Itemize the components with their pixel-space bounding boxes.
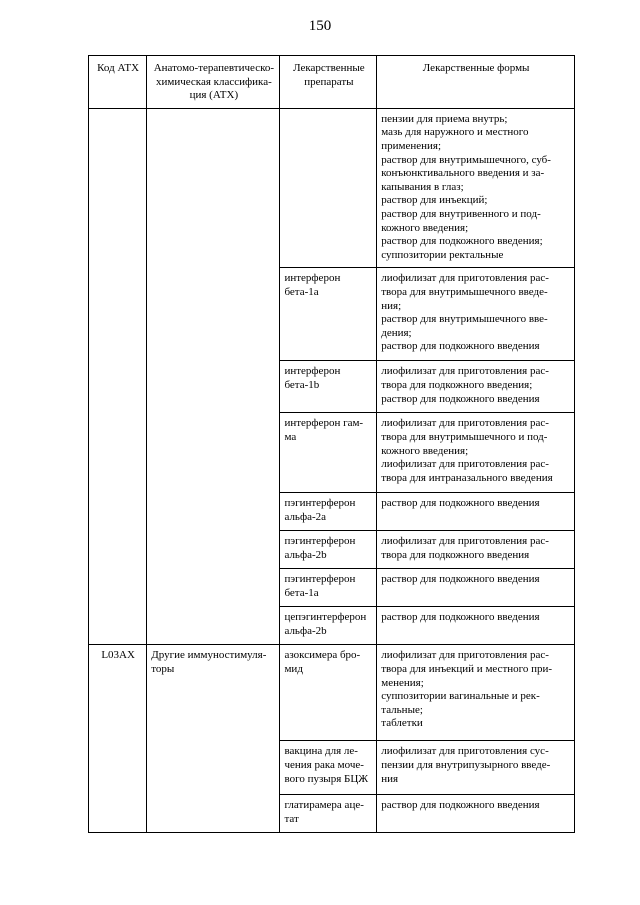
dosage-form-line: мазь для наружного и местного bbox=[381, 126, 529, 139]
dosage-form-line: дения; bbox=[381, 326, 412, 339]
dosage-form-line: тальные; bbox=[381, 703, 423, 716]
cell-drug bbox=[280, 108, 377, 268]
dosage-form-line: кожного введения; bbox=[381, 444, 469, 457]
dosage-form-line: раствор для внутривенного и под- bbox=[381, 207, 541, 220]
dosage-form-line: лиофилизат для приготовления рас- bbox=[381, 365, 549, 378]
cell-drug: азоксимера бро- мид bbox=[280, 645, 377, 741]
dosage-form-line: твора для интраназального введения bbox=[381, 471, 553, 484]
dosage-form-line: таблетки bbox=[381, 717, 423, 730]
dosage-form-line: твора для подкожного введения bbox=[381, 548, 530, 561]
dosage-form-line: раствор для подкожного введения bbox=[381, 497, 540, 510]
dosage-form-line: лиофилизат для приготовления рас- bbox=[381, 458, 549, 471]
cell-atx-code bbox=[89, 108, 147, 645]
cell-atx-code: L03AX bbox=[89, 645, 147, 833]
dosage-form-line: лиофилизат для приготовления рас- bbox=[381, 417, 549, 430]
dosage-form-line: кожного введения; bbox=[381, 221, 469, 234]
cell-atx-classification: Другие иммуностимуля- торы bbox=[147, 645, 280, 833]
header-dosage-forms: Лекарственные формы bbox=[377, 56, 575, 109]
dosage-form-line: раствор для подкожного введения bbox=[381, 392, 540, 405]
table-body bbox=[89, 108, 575, 833]
dosage-form-line: пензии для внутрипузырного введе- bbox=[381, 758, 551, 771]
dosage-form-line: раствор для подкожного введения bbox=[381, 340, 540, 353]
cell-dosage-forms bbox=[377, 493, 575, 531]
cell-dosage-forms bbox=[377, 795, 575, 833]
cell-drug: интерферон гам- ма bbox=[280, 413, 377, 493]
cell-dosage-forms bbox=[377, 569, 575, 607]
dosage-form-line: раствор для подкожного введения bbox=[381, 611, 540, 624]
cell-dosage-forms bbox=[377, 645, 575, 741]
header-atx-classification: Анатомо-терапевтическо- химическая классифика- ция (АТХ) bbox=[147, 56, 280, 109]
cell-drug: пэгинтерферон альфа-2b bbox=[280, 531, 377, 569]
dosage-form-line: суппозитории ректальные bbox=[381, 248, 504, 261]
cell-atx-classification bbox=[147, 108, 280, 645]
dosage-form-line: капывания в глаз; bbox=[381, 180, 464, 193]
cell-drug: пэгинтерферон альфа-2a bbox=[280, 493, 377, 531]
table-header-row bbox=[89, 56, 575, 109]
dosage-form-line: раствор для инъекций; bbox=[381, 194, 488, 207]
dosage-form-line: ния bbox=[381, 772, 399, 785]
dosage-form-line: твора для внутримышечного введе- bbox=[381, 285, 548, 298]
dosage-form-line: твора для подкожного введения; bbox=[381, 378, 533, 391]
cell-dosage-forms bbox=[377, 361, 575, 413]
dosage-form-line: раствор для подкожного введения; bbox=[381, 235, 543, 248]
cell-dosage-forms bbox=[377, 531, 575, 569]
cell-dosage-forms bbox=[377, 413, 575, 493]
cell-dosage-forms bbox=[377, 607, 575, 645]
dosage-form-line: менения; bbox=[381, 676, 424, 689]
cell-dosage-forms bbox=[377, 108, 575, 268]
cell-drug: пэгинтерферон бета-1a bbox=[280, 569, 377, 607]
dosage-form-line: пензии для приема внутрь; bbox=[381, 112, 508, 125]
page-number: 150 bbox=[308, 18, 332, 34]
dosage-form-line: лиофилизат для приготовления рас- bbox=[381, 272, 549, 285]
cell-drug: цепэгинтерферон альфа-2b bbox=[280, 607, 377, 645]
dosage-form-line: ния; bbox=[381, 299, 402, 312]
header-drugs: Лекарственные препараты bbox=[280, 56, 377, 109]
dosage-form-line: лиофилизат для приготовления рас- bbox=[381, 649, 549, 662]
dosage-form-line: твора для внутримышечного и под- bbox=[381, 430, 548, 443]
dosage-form-line: лиофилизат для приготовления сус- bbox=[381, 745, 549, 758]
dosage-form-line: раствор для внутримышечного, суб- bbox=[381, 153, 551, 166]
dosage-form-line: раствор для подкожного введения bbox=[381, 799, 540, 812]
table-row bbox=[89, 645, 575, 741]
cell-drug: глатирамера аце- тат bbox=[280, 795, 377, 833]
cell-drug: вакцина для ле- чения рака моче- вого пузыря БЦЖ bbox=[280, 741, 377, 795]
dosage-form-line: твора для инъекций и местного при- bbox=[381, 662, 553, 675]
cell-drug: интерферон бета-1b bbox=[280, 361, 377, 413]
cell-dosage-forms bbox=[377, 741, 575, 795]
table-row bbox=[89, 108, 575, 268]
dosage-form-line: конъюнктивального введения и за- bbox=[381, 167, 545, 180]
cell-dosage-forms bbox=[377, 268, 575, 361]
header-atx-code: Код АТХ bbox=[89, 56, 147, 109]
atx-table bbox=[88, 55, 575, 833]
dosage-form-line: суппозитории вагинальные и рек- bbox=[381, 690, 540, 703]
dosage-form-line: раствор для подкожного введения bbox=[381, 573, 540, 586]
cell-drug: интерферон бета-1a bbox=[280, 268, 377, 361]
dosage-form-line: раствор для внутримышечного вве- bbox=[381, 313, 548, 326]
dosage-form-line: лиофилизат для приготовления рас- bbox=[381, 535, 549, 548]
dosage-form-line: применения; bbox=[381, 139, 442, 152]
